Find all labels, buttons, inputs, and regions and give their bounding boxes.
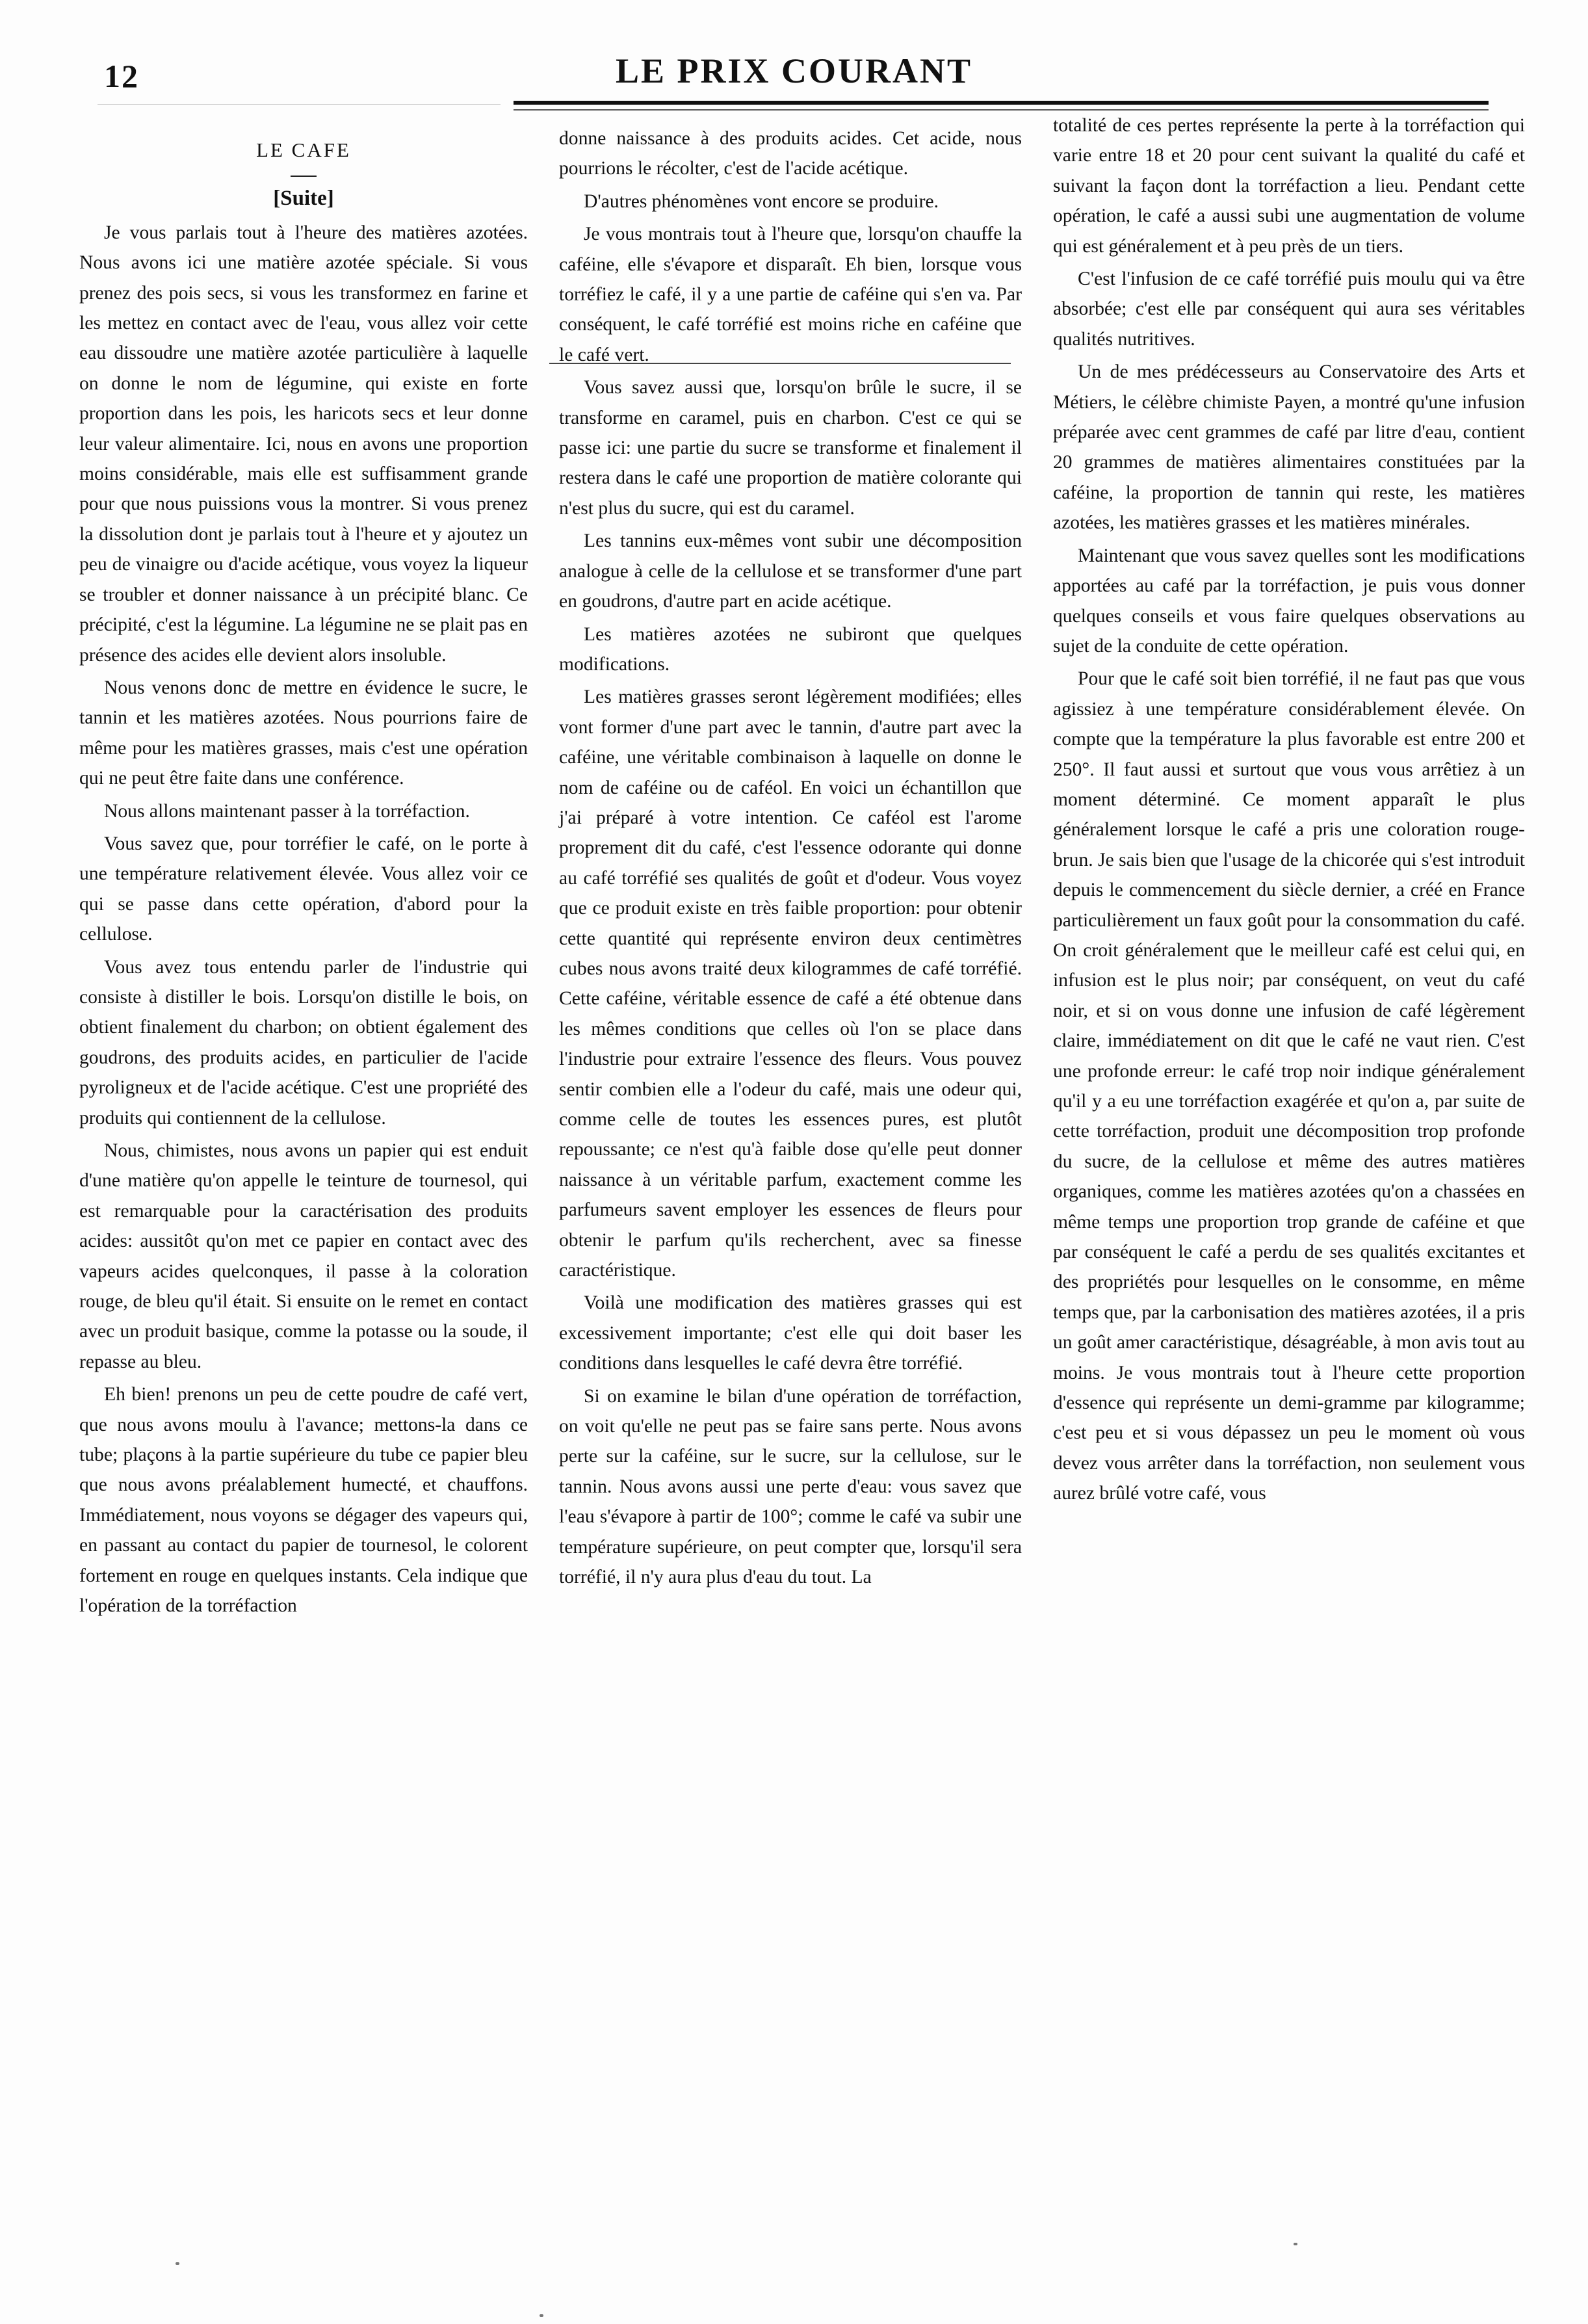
paragraph: Les matières grasses seront légèrement modifiées; elles vont former d'une part avec le tannin, d'autre part avec la caféine, une véritable combinaison à laquelle on donne le nom de caféine ou de caféol. En voici un échantillon que j'ai préparé à votre intention. Ce caféol est l'arome proprement dit du café, c'est l'essence odorante qui donne au café torréfié ses qualités de goût et d'odeur. Vous voyez que ce produit existe en très faible proportion: pour obtenir cette quantité qui représente environ deux centimètres cubes nous avons traité deux kilogrammes de café torréfié. Cette caféine, véritable essence de café a été obtenue dans les mêmes conditions que celles où l'on se place dans l'industrie pour extraire l'essence des fleurs. Vous pouvez sentir combien elle a l'odeur du café, mais une odeur qui, comme celle de toutes les essences pures, est plutôt repoussante; ce n'est qu'à faible dose qu'elle peut donner naissance à un véritable parfum, exactement comme les parfumeurs savent employer les essences de fleurs pour obtenir le parfum qu'ils recherchent, avec sa finesse caractéristique. <box>559 686 1022 1281</box>
header-rule <box>514 101 1489 105</box>
article-title: LE CAFE <box>256 138 351 161</box>
column-2 <box>559 124 1022 1593</box>
paragraph: Pour que le café soit bien torréfié, il ne faut pas que vous agissiez à une température considérablement élevée. On compte que la température la plus favorable est entre 200 et 250°. Il faut aussi et surtout que vous vous arrêtiez à un moment déterminé. Ce moment apparaît le plus généralement lorsque le café a pris une coloration rouge-brun. Je sais bien que l'usage de la chicorée qui s'est introduit depuis le commencement du siècle dernier, a créé en France particulièrement un faux goût pour la consommation du café. On croit généralement que le meilleur café est celui qui, en infusion est le plus noir; par conséquent, on veut du café noir, et si on vous donne une infusion de café légèrement claire, immédiatement on dit que le café ne vaut rien. C'est une profonde erreur: le café trop noir indique généralement qu'il y a eu une torréfaction exagérée et qu'on a, par suite de cette torréfaction, produit une décomposition trop profonde du sucre, de la cellulose et même des autres matières organiques, comme les matières azotées qu'on a chassées en même temps une proportion trop grande de caféine et que par conséquent le café a perdu de ses qualités excitantes et des propriétés pour lesquelles on le consomme, en même temps que, par la carbonisation des matières azotées, il a pris un goût amer caractéristique, désagréable, à mon avis tout au moins. Je vous montrais tout à l'heure cette proportion d'essence qui représente un demi-gramme par kilogramme; c'est peu et si vous dépassez un peu le moment où vous devez vous arrêter dans la torréfaction, non seulement vous aurez brûlé votre café, vous <box>1053 668 1525 1504</box>
paragraph: C'est l'infusion de ce café torréfié puis moulu qui va être absorbée; c'est elle par conséquent qui aura ses véritables qualités nutritives. <box>1053 268 1525 350</box>
paragraph: Je vous montrais tout à l'heure que, lorsqu'on chauffe la caféine, elle s'évapore et disparaît. Eh bien, lorsque vous torréfiez le café, il y a une partie de caféine qui s'en va. Par conséquent, le café torréfié est moins riche en caféine que le café vert. <box>559 224 1022 365</box>
paragraph: Maintenant que vous savez quelles sont les modifications apportées au café par la torréfaction, je puis vous donner quelques conseils et vous faire quelques observations au sujet de la conduite de cette opération. <box>1053 545 1525 657</box>
paragraph: Si on examine le bilan d'une opération de torréfaction, on voit qu'elle ne peut pas se faire sans perte. Nous avons perte sur la caféine, sur le sucre, sur la cellulose, sur le tannin. Nous avons aussi une perte d'eau: vous savez que l'eau s'évapore à partir de 100°; comme le café va subir une température supérieure, on peut compter que, lorsqu'il sera torréfié, il n'y aura plus d'eau du tout. La <box>559 1385 1022 1588</box>
paragraph: Les matières azotées ne subiront que quelques modifications. <box>559 623 1022 675</box>
scan-speck <box>176 2262 179 2265</box>
page-number: 12 <box>104 58 139 94</box>
paragraph: Nous venons donc de mettre en évidence le sucre, le tannin et les matières azotées. Nous pourrions faire de même pour les matières grasses, mais c'est une opération qui ne peut être faite dans une conférence. <box>79 677 528 789</box>
paragraph: D'autres phénomènes vont encore se produire. <box>584 190 939 212</box>
paragraph: Un de mes prédécesseurs au Conservatoire des Arts et Métiers, le célèbre chimiste Payen, a montré qu'une infusion préparée avec cent grammes de café par litre d'eau, contient 20 grammes de matières alimentaires constituées par la caféine, la proportion de tannin qui reste, les matières azotées, les matières grasses et les matières minérales. <box>1053 361 1525 534</box>
paragraph: Nous allons maintenant passer à la torréfaction. <box>104 800 470 822</box>
paragraph: Nous, chimistes, nous avons un papier qui est enduit d'une matière qu'on appelle le teinture de tournesol, qui est remarquable pour la caractérisation des produits acides: aussitôt qu'on met ce papier en contact avec des vapeurs acides quelconques, il passe à la coloration rouge, de bleu qu'il était. Si ensuite on le remet en contact avec un produit basique, comme la potasse ou la soude, il repasse au bleu. <box>79 1140 528 1372</box>
paragraph: Eh bien! prenons un peu de cette poudre de café vert, que nous avons moulu à l'avance; mettons-la dans ce tube; plaçons à la partie supérieure du tube ce papier bleu que nous avons préalablement humecté, et chauffons. Immédiatement, nous voyons se dégager des vapeurs qui, en passant au contact du papier de tournesol, le colorent fortement en rouge en quelques instants. Cela indique que l'opération de la torréfaction <box>79 1384 528 1617</box>
paragraph: Vous savez que, pour torréfier le café, on le porte à une température relativement élevée. Vous allez voir ce qui se passe dans cette opération, d'abord pour la cellulose. <box>79 833 528 945</box>
paragraph: Voilà une modification des matières grasses qui est excessivement importante; c'est elle qui doit baser les conditions dans lesquelles le café devra être torréfié. <box>559 1292 1022 1374</box>
paragraph: Les tannins eux-mêmes vont subir une décomposition analogue à celle de la cellulose et se transformer d'une part en goudrons, d'autre part en acide acétique. <box>559 530 1022 612</box>
paragraph: Vous avez tous entendu parler de l'industrie qui consiste à distiller le bois. Lorsqu'on distille le bois, on obtient finalement du charbon; on obtient également des goudrons, des produits acides, en particulier de l'acide pyroligneux et de l'acide acétique. C'est une propriété des produits qui contiennent de la cellulose. <box>79 956 528 1129</box>
paragraph: Je vous parlais tout à l'heure des matières azotées. Nous avons ici une matière azotée spéciale. Si vous prenez des pois secs, si vous les transformez en farine et les mettez en contact avec de l'eau, vous allez voir cette eau dissoudre une matière azotée particulière à laquelle on donne le nom de légumine, qui existe en forte proportion dans les pois, les haricots secs et leur donne leur valeur alimentaire. Ici, nous en avons une proportion moins considérable, mais elle est suffisamment grande pour que nous puissions vous la montrer. Si vous prenez la dissolution dont je parlais tout à l'heure et y ajoutez un peu de vinaigre ou d'acide acétique, vous voyez la liqueur se troubler et donner naissance à un précipité blanc. Ce précipité, c'est la légumine. La légumine ne se plait pas en présence des acides elle devient alors insoluble. <box>79 222 528 666</box>
paragraph: totalité de ces pertes représente la perte à la torréfaction qui varie entre 18 et 20 pour cent suivant la qualité du café et suivant la façon dont la torréfaction a lieu. Pendant cette opération, le café a aussi subi une augmentation de volume qui est généralement et à peu près de un tiers. <box>1053 115 1525 257</box>
column-3 <box>1053 111 1525 1509</box>
title-rule <box>291 176 317 177</box>
paragraph: donne naissance à des produits acides. Cet acide, nous pourrions le récolter, c'est de l'acide acétique. <box>559 128 1022 179</box>
journal-title: LE PRIX COURANT <box>615 51 973 90</box>
scan-speck <box>1294 2243 1297 2245</box>
article-subtitle: [Suite] <box>273 187 334 211</box>
header-rule-faint <box>98 104 501 105</box>
column-1 <box>79 124 528 1621</box>
paragraph: Vous savez aussi que, lorsqu'on brûle le sucre, il se transforme en caramel, puis en charbon. C'est ce qui se passe ici: une partie du sucre se transforme et finalement il restera dans le café une proportion de matière colorante qui n'est plus du sucre, qui est du caramel. <box>559 377 1022 519</box>
scan-speck <box>540 2314 543 2317</box>
